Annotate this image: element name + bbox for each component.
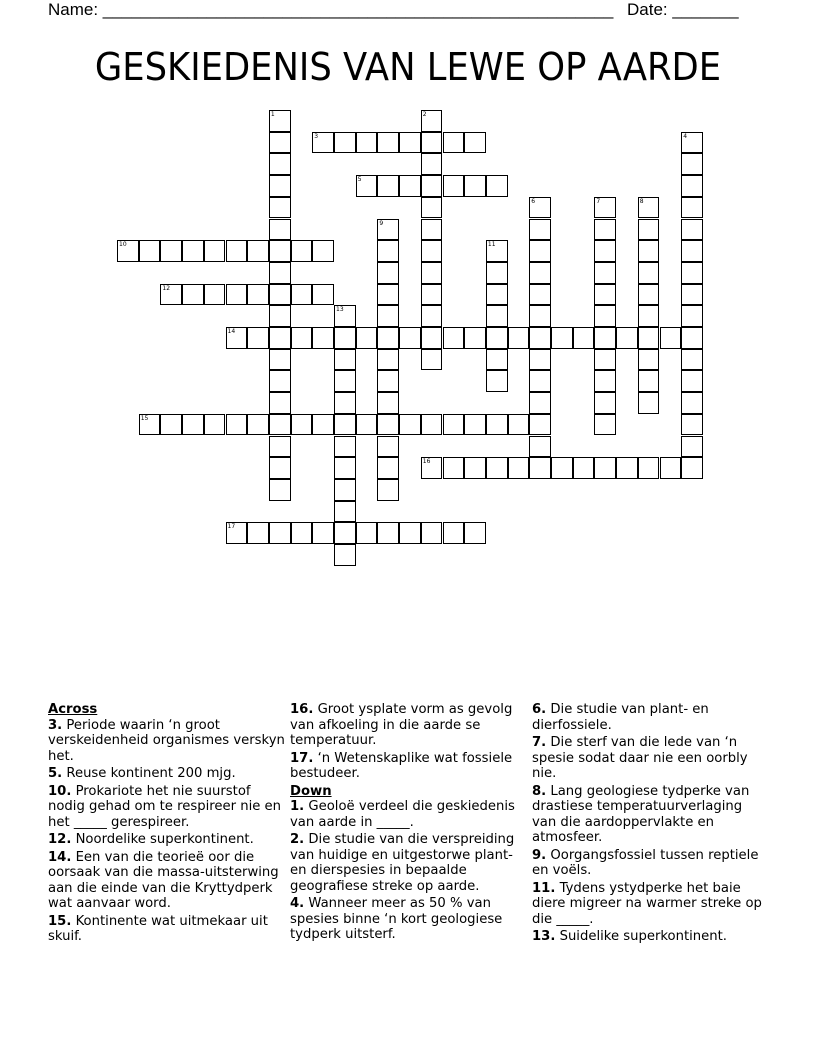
crossword-cell[interactable]: [638, 392, 660, 414]
crossword-cell[interactable]: [226, 240, 248, 262]
clue-item: [48, 766, 286, 782]
crossword-cell[interactable]: [681, 392, 703, 414]
crossword-cell[interactable]: [226, 414, 248, 436]
clue-text: Reuse kontinent 200 mjg.: [62, 766, 236, 781]
crossword-cell[interactable]: [594, 392, 616, 414]
crossword-cell[interactable]: [573, 327, 595, 349]
crossword-cell[interactable]: [334, 479, 356, 501]
crossword-cell[interactable]: [486, 175, 508, 197]
crossword-cell[interactable]: [594, 457, 616, 479]
crossword-cell[interactable]: [269, 327, 291, 349]
crossword-cell[interactable]: [204, 414, 226, 436]
crossword-cell[interactable]: [594, 414, 616, 436]
clue-item: [48, 850, 286, 912]
crossword-cell[interactable]: [182, 284, 204, 306]
clue-text: Periode waarin ‘n groot verskeidenheid organismes verskyn het.: [48, 717, 285, 764]
clue-number: 4.: [290, 896, 305, 911]
crossword-cell[interactable]: [334, 522, 356, 544]
crossword-cell[interactable]: [443, 522, 465, 544]
crossword-cell[interactable]: [356, 132, 378, 154]
crossword-cell[interactable]: [399, 175, 421, 197]
clue-item: [48, 784, 286, 831]
crossword-cell[interactable]: [269, 392, 291, 414]
crossword-cell[interactable]: [421, 175, 443, 197]
grid-number: 17: [227, 523, 236, 531]
clues-column-2: [290, 702, 528, 945]
crossword-cell[interactable]: [529, 349, 551, 371]
crossword-cell[interactable]: [312, 284, 334, 306]
crossword-cell[interactable]: [638, 370, 660, 392]
crossword-cell[interactable]: [291, 522, 313, 544]
crossword-cell[interactable]: [334, 370, 356, 392]
crossword-cell[interactable]: [377, 349, 399, 371]
clue-number: 7.: [532, 735, 547, 750]
crossword-cell[interactable]: [594, 262, 616, 284]
crossword-cell[interactable]: [291, 327, 313, 349]
crossword-cell[interactable]: [312, 240, 334, 262]
crossword-cell[interactable]: [269, 305, 291, 327]
crossword-cell[interactable]: [269, 197, 291, 219]
crossword-cell[interactable]: [681, 370, 703, 392]
crossword-cell[interactable]: [594, 305, 616, 327]
crossword-cell[interactable]: [443, 457, 465, 479]
crossword-cell[interactable]: [486, 262, 508, 284]
crossword-cell[interactable]: [269, 522, 291, 544]
crossword-cell[interactable]: [377, 175, 399, 197]
clue-number: 2.: [290, 832, 305, 847]
crossword-cell[interactable]: [269, 132, 291, 154]
crossword-cell[interactable]: [421, 262, 443, 284]
crossword-cell[interactable]: [443, 414, 465, 436]
crossword-cell[interactable]: [334, 327, 356, 349]
clues-column-1: [48, 702, 286, 947]
crossword-cell[interactable]: [377, 414, 399, 436]
crossword-cell[interactable]: [269, 240, 291, 262]
clue-text: Die studie van die verspreiding van huidige en uitgestorwe plant- en dierspesies in bepaalde geografiese streke op aarde.: [290, 832, 515, 894]
clue-number: 11.: [532, 880, 556, 896]
crossword-cell[interactable]: [443, 175, 465, 197]
clue-text: ‘n Wetenskaplike wat fossiele bestudeer.: [290, 750, 513, 781]
crossword-cell[interactable]: [377, 479, 399, 501]
crossword-cell[interactable]: [421, 414, 443, 436]
crossword-cell[interactable]: [182, 240, 204, 262]
crossword-cell[interactable]: [616, 457, 638, 479]
grid-number: 1: [270, 111, 275, 118]
clue-item: [532, 848, 770, 879]
crossword-cell[interactable]: [269, 414, 291, 436]
crossword-cell[interactable]: [421, 305, 443, 327]
clue-number: 8.: [532, 783, 547, 799]
crossword-cell[interactable]: [638, 219, 660, 241]
clue-number: 14.: [48, 849, 72, 865]
crossword-cell[interactable]: [247, 240, 269, 262]
crossword-cell[interactable]: [508, 327, 530, 349]
grid-number: 16: [422, 458, 431, 466]
clue-item: [532, 784, 770, 846]
crossword-cell[interactable]: [681, 262, 703, 284]
clue-section-heading: Down: [290, 783, 332, 799]
grid-number: 9: [379, 219, 384, 227]
crossword-cell[interactable]: [529, 327, 551, 349]
crossword-cell[interactable]: [160, 240, 182, 262]
crossword-cell[interactable]: [681, 327, 703, 349]
crossword-cell[interactable]: [356, 327, 378, 349]
crossword-cell[interactable]: [529, 436, 551, 458]
crossword-cell[interactable]: [573, 457, 595, 479]
crossword-cell[interactable]: [377, 262, 399, 284]
crossword-cell[interactable]: [334, 501, 356, 523]
crossword-cell[interactable]: [660, 457, 682, 479]
clue-number: 5.: [48, 766, 63, 781]
clue-item: [48, 914, 286, 945]
crossword-cell[interactable]: [529, 262, 551, 284]
crossword-cell[interactable]: [139, 240, 161, 262]
crossword-cell[interactable]: [377, 436, 399, 458]
crossword-cell[interactable]: [421, 197, 443, 219]
crossword-cell[interactable]: [551, 457, 573, 479]
crossword-cell[interactable]: [594, 349, 616, 371]
grid-number: 15: [140, 414, 149, 422]
crossword-cell[interactable]: [443, 327, 465, 349]
crossword-cell[interactable]: [269, 436, 291, 458]
crossword-cell[interactable]: [486, 305, 508, 327]
clue-item: [290, 751, 528, 782]
crossword-cell[interactable]: [269, 262, 291, 284]
crossword-cell[interactable]: [464, 327, 486, 349]
crossword-cell[interactable]: [182, 414, 204, 436]
crossword-cell[interactable]: [594, 240, 616, 262]
crossword-cell[interactable]: [334, 457, 356, 479]
clue-item: [48, 718, 286, 765]
crossword-cell[interactable]: [204, 284, 226, 306]
grid-number: 13: [336, 306, 344, 314]
crossword-cell[interactable]: [269, 370, 291, 392]
crossword-cell[interactable]: [377, 305, 399, 327]
clue-text: Wanneer meer as 50 % van spesies binne ‘n kort geologiese tydperk uitsterf.: [290, 896, 503, 942]
crossword-cell[interactable]: [421, 219, 443, 241]
crossword-cell[interactable]: [269, 284, 291, 306]
clue-number: 9.: [532, 847, 547, 863]
crossword-cell[interactable]: [638, 457, 660, 479]
crossword-cell[interactable]: [421, 349, 443, 371]
clue-number: 1.: [290, 799, 305, 814]
crossword-cell[interactable]: [638, 305, 660, 327]
crossword-cell[interactable]: [464, 175, 486, 197]
clue-text: Die sterf van die lede van ‘n spesie sodat daar nie een oorbly nie.: [532, 735, 748, 781]
clue-number: 17.: [290, 750, 314, 766]
clue-number: 13.: [532, 929, 556, 944]
clue-item: [532, 929, 770, 945]
crossword-cell[interactable]: [291, 240, 313, 262]
crossword-cell[interactable]: [377, 327, 399, 349]
clue-text: Tydens ystydperke het baie diere migreer na warmer streke op die _____.: [532, 880, 762, 927]
grid-number: 12: [162, 284, 171, 292]
crossword-cell[interactable]: [638, 349, 660, 371]
crossword-cell[interactable]: [508, 457, 530, 479]
crossword-cell[interactable]: [681, 219, 703, 241]
crossword-cell[interactable]: [529, 370, 551, 392]
crossword-cell[interactable]: [356, 414, 378, 436]
crossword-cell[interactable]: [421, 327, 443, 349]
crossword-cell[interactable]: [638, 327, 660, 349]
crossword-cell[interactable]: [356, 522, 378, 544]
clue-text: Noordelike superkontinent.: [71, 832, 254, 847]
crossword-cell[interactable]: [399, 414, 421, 436]
crossword-cell[interactable]: [377, 522, 399, 544]
crossword-cell[interactable]: [399, 522, 421, 544]
crossword-cell[interactable]: [377, 132, 399, 154]
crossword-cell[interactable]: [660, 327, 682, 349]
crossword-cell[interactable]: [616, 327, 638, 349]
crossword-cell[interactable]: [334, 436, 356, 458]
crossword-cell[interactable]: [421, 132, 443, 154]
crossword-cell[interactable]: [269, 349, 291, 371]
crossword-cell[interactable]: [269, 153, 291, 175]
clue-item: [532, 735, 770, 782]
clue-item: [290, 896, 528, 943]
clue-text: Geoloë verdeel die geskiedenis van aarde in _____.: [290, 799, 515, 830]
crossword-cell[interactable]: [334, 132, 356, 154]
clue-item: [48, 832, 286, 848]
crossword-cell[interactable]: [681, 349, 703, 371]
crossword-cell[interactable]: [464, 522, 486, 544]
crossword-cell[interactable]: [681, 153, 703, 175]
clue-section-heading: Across: [48, 702, 98, 717]
crossword-cell[interactable]: [638, 284, 660, 306]
crossword-cell[interactable]: [594, 327, 616, 349]
crossword-cell[interactable]: [377, 457, 399, 479]
clue-item: [290, 799, 528, 830]
crossword-cell[interactable]: [681, 436, 703, 458]
clue-text: Suidelike superkontinent.: [555, 929, 727, 944]
clue-text: Oorgangsfossiel tussen reptiele en voëls.: [532, 847, 759, 878]
name-line[interactable]: Name: ______________________________________________________: [48, 0, 614, 19]
crossword-cell[interactable]: [594, 284, 616, 306]
crossword-cell[interactable]: [291, 284, 313, 306]
crossword-cell[interactable]: [594, 370, 616, 392]
crossword-cell[interactable]: [681, 240, 703, 262]
crossword-cell[interactable]: [443, 132, 465, 154]
clue-text: Kontinente wat uitmekaar uit skuif.: [48, 913, 268, 944]
clue-item: [532, 881, 770, 928]
crossword-cell[interactable]: [681, 175, 703, 197]
crossword-cell[interactable]: [269, 219, 291, 241]
crossword-cell[interactable]: [291, 414, 313, 436]
grid-number: 3: [314, 132, 319, 140]
crossword-cell[interactable]: [312, 414, 334, 436]
grid-number: 14: [227, 328, 236, 335]
clue-number: 10.: [48, 783, 72, 799]
clue-text: Een van die teorieë oor die oorsaak van die massa-uitsterwing aan die einde van die Kryttydperk wat aanvaar word.: [48, 849, 279, 911]
clue-item: [532, 702, 770, 733]
clue-text: Die studie van plant- en dierfossiele.: [532, 702, 709, 733]
crossword-cell[interactable]: [334, 349, 356, 371]
crossword-cell[interactable]: [421, 522, 443, 544]
clue-text: Groot ysplate vorm as gevolg van afkoeling in die aarde se temperatuur.: [290, 702, 513, 748]
crossword-cell[interactable]: [399, 132, 421, 154]
crossword-cell[interactable]: [638, 262, 660, 284]
crossword-cell[interactable]: [464, 457, 486, 479]
crossword-cell[interactable]: [464, 414, 486, 436]
crossword-cell[interactable]: [551, 327, 573, 349]
crossword-cell[interactable]: [508, 414, 530, 436]
crossword-cell[interactable]: [681, 305, 703, 327]
grid-number: 11: [487, 241, 496, 249]
crossword-cell[interactable]: [247, 414, 269, 436]
crossword-cell[interactable]: [529, 284, 551, 306]
crossword-cell[interactable]: [269, 457, 291, 479]
crossword-cell[interactable]: [681, 414, 703, 436]
crossword-cell[interactable]: [486, 349, 508, 371]
clue-text: Prokariote het nie suurstof nodig gehad om te respireer nie en het _____ gerespireer.: [48, 783, 282, 830]
crossword-cell[interactable]: [486, 414, 508, 436]
crossword-cell[interactable]: [247, 327, 269, 349]
crossword-cell[interactable]: [529, 219, 551, 241]
crossword-cell[interactable]: [334, 392, 356, 414]
crossword-cell[interactable]: [421, 153, 443, 175]
grid-number: 4: [683, 132, 688, 140]
grid-number: 2: [422, 111, 427, 118]
crossword-cell[interactable]: [204, 240, 226, 262]
crossword-cell[interactable]: [681, 197, 703, 219]
page-title: GESKIEDENIS VAN LEWE OP AARDE: [94, 45, 722, 89]
crossword-cell[interactable]: [247, 522, 269, 544]
crossword-cell[interactable]: [594, 219, 616, 241]
clue-item: [290, 702, 528, 749]
crossword-cell[interactable]: [486, 327, 508, 349]
crossword-cell[interactable]: [421, 284, 443, 306]
crossword-cell[interactable]: [377, 392, 399, 414]
crossword-cell[interactable]: [681, 284, 703, 306]
crossword-cell[interactable]: [529, 457, 551, 479]
grid-number: 5: [357, 176, 362, 184]
crossword-cell[interactable]: [399, 327, 421, 349]
clues-column-3: [532, 702, 770, 947]
crossword-cell[interactable]: [638, 240, 660, 262]
crossword-cell[interactable]: [486, 284, 508, 306]
crossword-cell[interactable]: [312, 522, 334, 544]
crossword-cell[interactable]: [269, 175, 291, 197]
crossword-cell[interactable]: [486, 457, 508, 479]
crossword-cell[interactable]: [681, 457, 703, 479]
grid-number: 8: [639, 197, 644, 205]
crossword-cell[interactable]: [529, 305, 551, 327]
crossword-cell[interactable]: [486, 370, 508, 392]
crossword-cell[interactable]: [377, 240, 399, 262]
crossword-cell[interactable]: [421, 240, 443, 262]
clue-number: 6.: [532, 702, 547, 717]
clue-number: 3.: [48, 717, 63, 733]
crossword-cell[interactable]: [529, 240, 551, 262]
crossword-cell[interactable]: [160, 414, 182, 436]
date-line[interactable]: Date: _______: [627, 0, 739, 19]
grid-number: 10: [119, 241, 127, 249]
clue-number: 16.: [290, 702, 314, 717]
crossword-cell[interactable]: [226, 284, 248, 306]
grid-number: 6: [531, 197, 536, 205]
crossword-cell[interactable]: [247, 284, 269, 306]
crossword-cell[interactable]: [269, 479, 291, 501]
crossword-cell[interactable]: [529, 414, 551, 436]
clue-item: [290, 832, 528, 894]
clue-text: Lang geologiese tydperke van drastiese temperatuurverlaging van die aardoppervlakte en atmosfeer.: [532, 783, 750, 845]
crossword-cell[interactable]: [334, 414, 356, 436]
crossword-cell[interactable]: [334, 544, 356, 566]
crossword-cell[interactable]: [377, 284, 399, 306]
crossword-cell[interactable]: [312, 327, 334, 349]
crossword-cell[interactable]: [529, 392, 551, 414]
crossword-cell[interactable]: [377, 370, 399, 392]
grid-number: 7: [596, 197, 601, 205]
crossword-cell[interactable]: [464, 132, 486, 154]
clue-number: 15.: [48, 913, 72, 929]
clue-number: 12.: [48, 832, 72, 847]
